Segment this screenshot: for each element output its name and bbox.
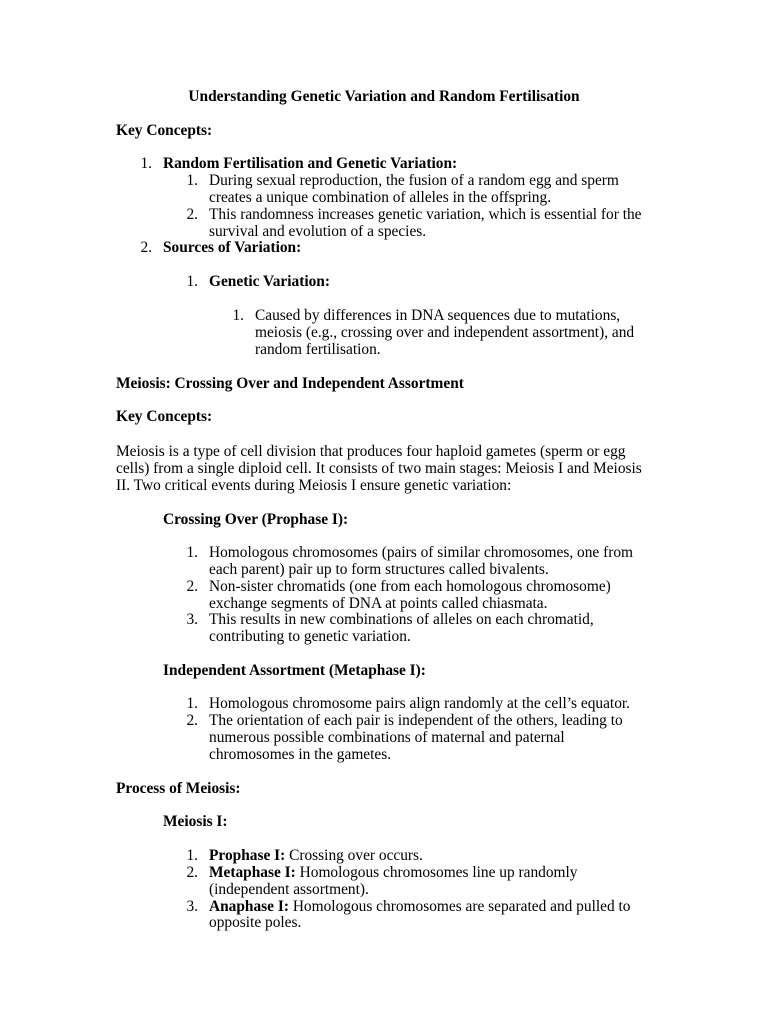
list-number: 1. — [186, 172, 198, 189]
section-subheading: Key Concepts: — [116, 408, 213, 425]
list-item-text: random fertilisation. — [255, 341, 381, 358]
section-heading: Process of Meiosis: — [116, 780, 241, 797]
list-item-text: During sexual reproduction, the fusion of a random egg and sperm — [209, 172, 619, 189]
list-item-text: Metaphase I: Homologous chromosomes line up randomly — [209, 864, 578, 881]
key-concepts-heading: Key Concepts: — [116, 122, 213, 139]
list-item-text: (independent assortment). — [209, 881, 369, 898]
document-title: Understanding Genetic Variation and Random Fertilisation — [188, 88, 580, 105]
list-number: 3. — [186, 898, 198, 915]
list-item-text: This results in new combinations of alleles on each chromatid, — [209, 611, 594, 628]
subsection-heading: Independent Assortment (Metaphase I): — [163, 662, 426, 679]
section-heading: Meiosis: Crossing Over and Independent Assortment — [116, 375, 464, 392]
list-number: 1. — [186, 273, 198, 290]
list-number: 2. — [186, 206, 198, 223]
paragraph-line: Meiosis is a type of cell division that produces four haploid gametes (sperm or egg — [116, 443, 626, 460]
list-item-text: Prophase I: Crossing over occurs. — [209, 847, 423, 864]
list-number: 1. — [232, 307, 244, 324]
list-number: 2. — [186, 712, 198, 729]
list-number: 1. — [140, 155, 152, 172]
list-item-text: numerous possible combinations of maternal and paternal — [209, 729, 565, 746]
list-item-text: chromosomes in the gametes. — [209, 746, 392, 763]
subsection-heading: Crossing Over (Prophase I): — [163, 511, 349, 528]
list-number: 2. — [186, 578, 198, 595]
list-number: 1. — [186, 847, 198, 864]
subsection-heading: Meiosis I: — [163, 813, 228, 830]
list-item-text: Caused by differences in DNA sequences due to mutations, — [255, 307, 621, 324]
list-item-label: Genetic Variation: — [209, 273, 330, 290]
list-item-text: Homologous chromosome pairs align randomly at the cell’s equator. — [209, 695, 631, 712]
list-item-label: Sources of Variation: — [163, 239, 302, 256]
list-number: 1. — [186, 544, 198, 561]
list-item-text: The orientation of each pair is independent of the others, leading to — [209, 712, 623, 729]
list-item-text: This randomness increases genetic variation, which is essential for the — [209, 206, 642, 223]
list-item-text: each parent) pair up to form structures called bivalents. — [209, 561, 549, 578]
list-item-text: Anaphase I: Homologous chromosomes are separated and pulled to — [209, 898, 631, 915]
list-item-text: Homologous chromosomes (pairs of similar chromosomes, one from — [209, 544, 634, 561]
list-number: 1. — [186, 695, 198, 712]
paragraph-line: cells) from a single diploid cell. It consists of two main stages: Meiosis I and Meiosis — [116, 460, 642, 477]
list-item-text: Non-sister chromatids (one from each homologous chromosome) — [209, 578, 611, 595]
list-item-text: contributing to genetic variation. — [209, 628, 411, 645]
list-item-text: survival and evolution of a species. — [209, 223, 427, 240]
list-item-text: creates a unique combination of alleles in the offspring. — [209, 189, 552, 206]
paragraph-line: II. Two critical events during Meiosis I ensure genetic variation: — [116, 477, 512, 494]
list-item-text: meiosis (e.g., crossing over and independent assortment), and — [255, 324, 635, 341]
list-number: 3. — [186, 611, 198, 628]
list-item-text: opposite poles. — [209, 914, 302, 931]
list-number: 2. — [186, 864, 198, 881]
list-item-text: exchange segments of DNA at points called chiasmata. — [209, 595, 548, 612]
list-item-label: Random Fertilisation and Genetic Variation: — [163, 155, 458, 172]
list-number: 2. — [140, 239, 152, 256]
